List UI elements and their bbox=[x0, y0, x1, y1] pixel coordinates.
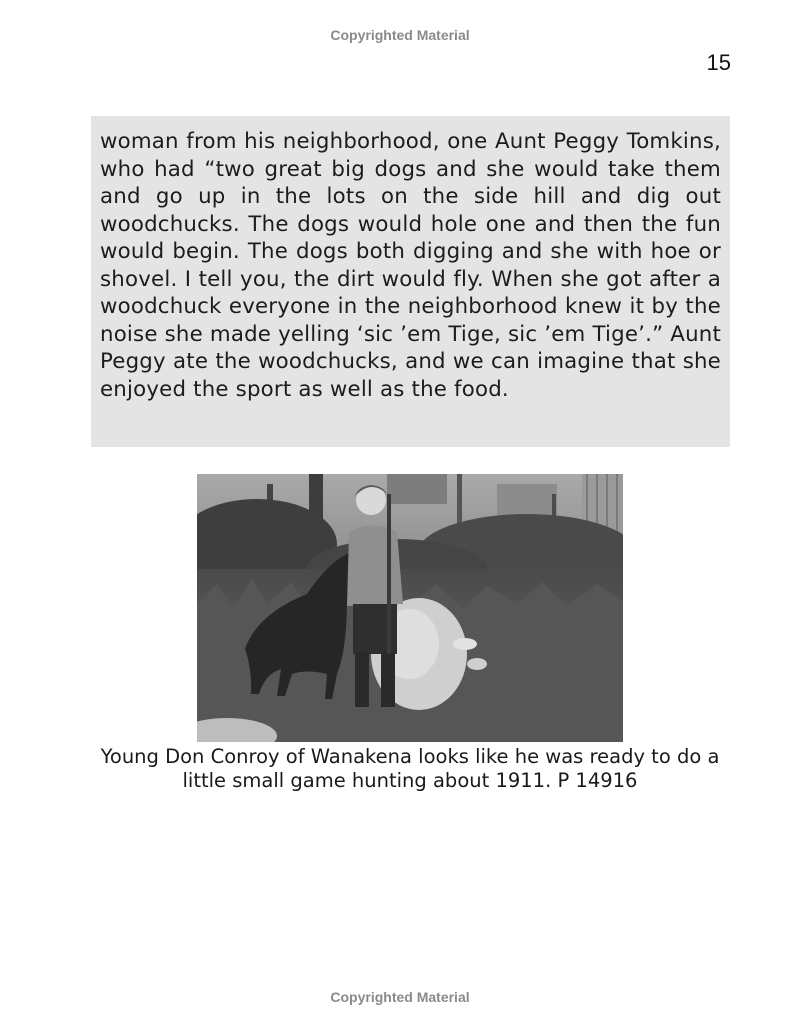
photo-caption: Young Don Conroy of Wanakena looks like he was ready to do a little small game hunting about 1911. P 14916 bbox=[100, 745, 720, 792]
photo-illustration bbox=[197, 474, 623, 742]
quote-box bbox=[91, 116, 730, 447]
quote-text: woman from his neighborhood, one Aunt Peggy Tomkins, who had “two great big dogs and she would take them and go up in the lots on the side hill and dig out woodchucks. The dogs would hole one and then the fun would begin. The dogs both digging and she with hoe or shovel. I tell you, the dirt would fly. When she got after a woodchuck everyone in the neighborhood knew it by the noise she made yelling ‘sic ’em Tige, sic ’em Tige’.” Aunt Peggy ate the woodchucks, and we can imagine that she enjoyed the sport as well as the food. bbox=[100, 129, 722, 402]
copyright-watermark-top: Copyrighted Material bbox=[330, 27, 470, 43]
photograph bbox=[197, 474, 623, 742]
copyright-watermark-bottom: Copyrighted Material bbox=[330, 989, 470, 1005]
page-number: 15 bbox=[706, 50, 731, 75]
